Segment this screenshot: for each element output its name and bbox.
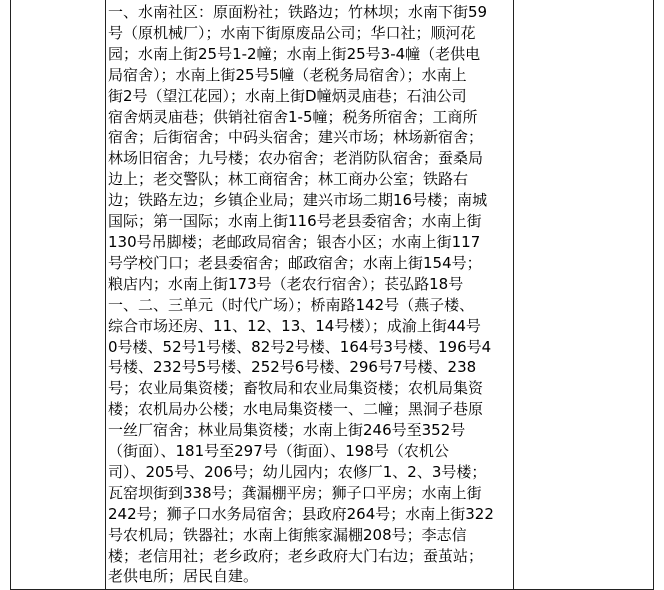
cell-line: 号（原机械厂）；水南下街原废品公司；华口社；顺河花 [108, 23, 476, 42]
cell-line: 号学校门口；老县委宿舍；邮政宿舍；水南上街154号； [108, 253, 482, 272]
cell-line: 宿舍炳灵庙巷；供销社宿舍1-5幢；税务所宿舍；工商所 [108, 107, 478, 126]
cell-line: 号楼、232号5号楼、252号6号楼、296号7号楼、238 [108, 358, 477, 377]
cell-line: 一、二、三单元（时代广场）；桥南路142号（燕子楼、 [108, 295, 475, 314]
cell-line: 国际；第一国际；水南上街116号老县委宿舍；水南上街 [108, 212, 482, 231]
table-border-right [653, 0, 654, 590]
cell-line: （街面）、181号至297号（街面）、198号（农机公 [108, 442, 449, 461]
cell-line: 边上；老交警队；林工商宿舍；林工商办公室；铁路右 [108, 170, 469, 189]
cell-line: 林场旧宿舍；九号楼；农办宿舍；老消防队宿舍；蚕桑局 [108, 149, 484, 168]
cell-line: 号；农业局集资楼；畜牧局和农业局集资楼；农机局集资 [108, 379, 484, 398]
cell-line: 局宿舍）；水南上街25号5幢（老税务局宿舍）；水南上 [108, 65, 467, 84]
cell-line: 楼；老信用社；老乡政府；老乡政府大门右边；蚕茧站； [108, 546, 484, 565]
cell-line: 老供电所；居民自建。 [108, 567, 259, 586]
cell-line: 一丝厂宿舍；林业局集资楼；水南上街246号至352号 [108, 421, 466, 440]
cell-line: 号农机局；铁器社；水南上街熊家漏棚208号；李志信 [108, 525, 467, 544]
cell-line: 综合市场还房、11、12、13、14号楼）；成渝上街44号 [108, 316, 481, 335]
cell-line: 宿舍；后街宿舍；中码头宿舍；建兴市场；林场新宿舍； [108, 128, 484, 147]
cell-line: 园；水南上街25号1-2幢；水南上街25号3-4幢（老供电 [108, 44, 481, 63]
cell-line: 一、水南社区：原面粉社；铁路边；竹林坝；水南下街59 [108, 3, 488, 21]
address-list-cell [108, 2, 519, 587]
table-column-divider-1 [105, 0, 106, 590]
cell-line: 瓦窑坝街到338号；龚漏棚平房；狮子口平房；水南上街 [108, 483, 482, 502]
cell-line: 粮店内；水南上街173号（老农行宿舍）；苌弘路18号 [108, 274, 464, 293]
cell-line: 242号；狮子口水务局宿舍；县政府264号；水南上街322 [108, 504, 494, 523]
cell-line: 司）、205号、206号；幼儿园内；农修厂1、2、3号楼； [108, 462, 487, 481]
cell-line: 楼；农机局办公楼；水电局集资楼一、二幢；黑洞子巷原 [108, 400, 484, 419]
table-border-left [10, 0, 11, 590]
cell-line: 130号吊脚楼；老邮政局宿舍；银杏小区；水南上街117 [108, 232, 481, 251]
cell-line: 街2号（望江花园）；水南上街D幢炳灵庙巷；石油公司 [108, 86, 467, 105]
cell-line: 边；铁路左边；乡镇企业局；建兴市场二期16号楼；南城 [108, 191, 488, 210]
cell-line: 0号楼、52号1号楼、82号2号楼、164号3号楼、196号4 [108, 337, 492, 356]
